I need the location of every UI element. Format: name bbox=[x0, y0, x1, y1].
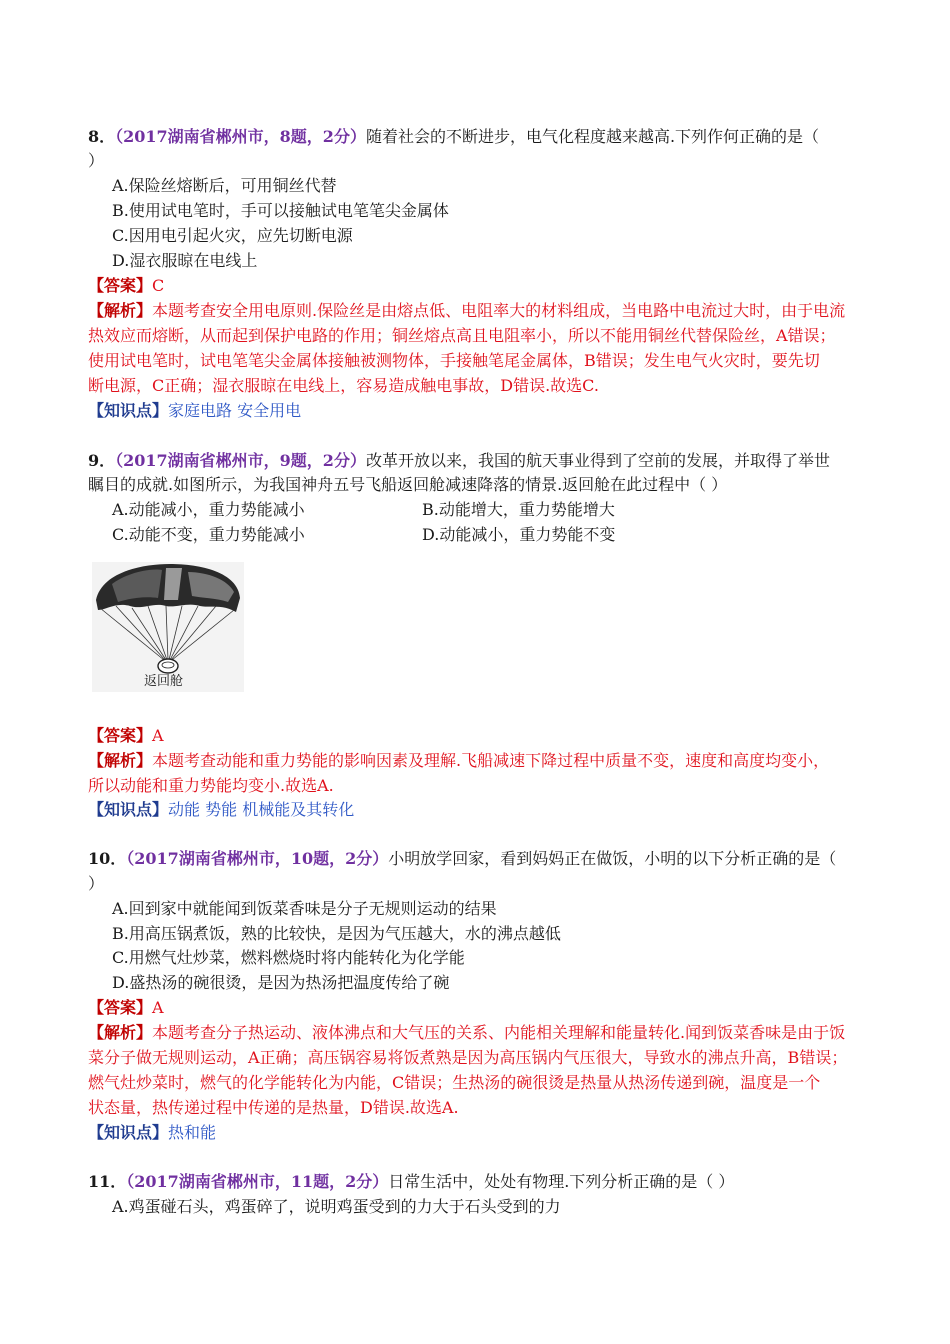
q8-analysis-line3: 使用试电笔时，试电笔笔尖金属体接触被测物体，手接触笔尾金属体，B错误；发生电气火灾时，要先切 bbox=[88, 351, 820, 370]
q10-option-c: C.用燃气灶炒菜，燃料燃烧时将内能转化为化学能 bbox=[112, 948, 465, 967]
q9-answer-value: A bbox=[152, 726, 164, 745]
parachute-capsule-figure bbox=[92, 562, 244, 692]
figure-caption: 返回舱 bbox=[144, 674, 184, 689]
q8-knowledge-text: 家庭电路 安全用电 bbox=[168, 401, 302, 420]
q9-stem-line1 bbox=[88, 451, 878, 471]
q9-option-b: B.动能增大，重力势能增大 bbox=[422, 500, 615, 519]
q10-knowledge bbox=[88, 1123, 878, 1143]
q10-analysis-text1: 本题考查分子热运动、液体沸点和大气压的关系、内能相关理解和能量转化.闻到饭菜香味是由于饭 bbox=[152, 1023, 846, 1042]
q11-stem-line1 bbox=[88, 1172, 878, 1192]
q11-stem-text: 日常生活中，处处有物理.下列分析正确的是（ ） bbox=[388, 1172, 735, 1191]
q10-analysis-line2: 菜分子做无规则运动，A正确；高压锅容易将饭煮熟是因为高压锅内气压很大，导致水的沸点升高，B错误； bbox=[88, 1048, 848, 1067]
q8-option-a: A.保险丝熔断后，可用铜丝代替 bbox=[112, 176, 337, 195]
q8-option-c: C.因用电引起火灾，应先切断电源 bbox=[112, 226, 353, 245]
q9-knowledge bbox=[88, 800, 878, 820]
q9-source: （2017湖南省郴州市，9题，2分） bbox=[115, 451, 366, 470]
q10-option-d: D.盛热汤的碗很烫，是因为热汤把温度传给了碗 bbox=[112, 973, 450, 992]
q9-stem-text: 改革开放以来，我国的航天事业得到了空前的发展，并取得了举世 bbox=[365, 451, 830, 470]
q10-knowledge-text: 热和能 bbox=[168, 1123, 217, 1142]
q9-analysis-tag: 【解析】 bbox=[88, 751, 153, 770]
q9-option-c: C.动能不变，重力势能减小 bbox=[112, 525, 305, 544]
q8-answer bbox=[88, 276, 878, 296]
q10-stem-line2: ） bbox=[88, 874, 105, 893]
q10-knowledge-tag: 【知识点】 bbox=[88, 1123, 169, 1142]
q9-answer bbox=[88, 726, 878, 746]
q8-option-d: D.湿衣服晾在电线上 bbox=[112, 251, 258, 270]
q8-analysis-tag: 【解析】 bbox=[88, 301, 153, 320]
q10-analysis-line3: 燃气灶炒菜时，燃气的化学能转化为内能，C错误；生热汤的碗很烫是热量从热汤传递到碗，温度是一个 bbox=[88, 1073, 821, 1092]
q10-source: （2017湖南省郴州市，10题，2分） bbox=[126, 849, 389, 868]
q10-analysis-line4: 状态量，热传递过程中传递的是热量，D错误.故选A. bbox=[88, 1098, 459, 1117]
q8-stem-text: 随着社会的不断进步，电气化程度越来越高.下列作何正确的是（ bbox=[365, 127, 820, 146]
q8-answer-tag: 【答案】 bbox=[88, 276, 153, 295]
q9-knowledge-text: 动能 势能 机械能及其转化 bbox=[168, 800, 355, 819]
q8-analysis-line4: 断电源，C正确；湿衣服晾在电线上，容易造成触电事故，D错误.故选C. bbox=[88, 376, 599, 395]
q10-option-a: A.回到家中就能闻到饭菜香味是分子无规则运动的结果 bbox=[112, 899, 497, 918]
q9-option-d: D.动能减小，重力势能不变 bbox=[422, 525, 616, 544]
q9-number: 9． bbox=[88, 451, 116, 470]
q9-knowledge-tag: 【知识点】 bbox=[88, 800, 169, 819]
q8-stem-line1 bbox=[88, 127, 878, 147]
q11-number: 11． bbox=[88, 1172, 127, 1191]
q10-answer-value: A bbox=[152, 998, 164, 1017]
q9-option-a: A.动能减小，重力势能减小 bbox=[112, 500, 305, 519]
q8-analysis-text1: 本题考查安全用电原则.保险丝是由熔点低、电阻率大的材料组成，当电路中电流过大时，由于电流 bbox=[152, 301, 846, 320]
q9-answer-tag: 【答案】 bbox=[88, 726, 153, 745]
q10-answer-tag: 【答案】 bbox=[88, 998, 153, 1017]
q11-source: （2017湖南省郴州市，11题，2分） bbox=[126, 1172, 389, 1191]
q10-analysis-line1 bbox=[88, 1023, 878, 1043]
q10-answer bbox=[88, 998, 878, 1018]
q9-analysis-line2: 所以动能和重力势能均变小.故选A. bbox=[88, 776, 334, 795]
q8-stem-line2: ） bbox=[88, 151, 105, 170]
q9-stem-line2: 瞩目的成就.如图所示，为我国神舟五号飞船返回舱减速降落的情景.返回舱在此过程中（ ） bbox=[88, 475, 728, 494]
q8-answer-value: C bbox=[152, 276, 165, 295]
q8-analysis-line1 bbox=[88, 301, 878, 321]
q8-option-b: B.使用试电笔时，手可以接触试电笔笔尖金属体 bbox=[112, 201, 449, 220]
q10-stem-line1 bbox=[88, 849, 878, 869]
q9-analysis-line1 bbox=[88, 751, 878, 771]
q8-analysis-line2: 热效应而熔断，从而起到保护电路的作用；铜丝熔点高且电阻率小，所以不能用铜丝代替保险丝，A错误； bbox=[88, 326, 836, 345]
q9-analysis-text1: 本题考查动能和重力势能的影响因素及理解.飞船减速下降过程中质量不变，速度和高度均变小， bbox=[152, 751, 830, 770]
q11-option-a: A.鸡蛋碰石头，鸡蛋碎了，说明鸡蛋受到的力大于石头受到的力 bbox=[112, 1197, 561, 1216]
q8-knowledge-tag: 【知识点】 bbox=[88, 401, 169, 420]
q8-source: （2017湖南省郴州市，8题，2分） bbox=[115, 127, 366, 146]
q8-number: 8． bbox=[88, 127, 116, 146]
q8-knowledge bbox=[88, 401, 878, 421]
q10-number: 10． bbox=[88, 849, 127, 868]
q10-analysis-tag: 【解析】 bbox=[88, 1023, 153, 1042]
q10-option-b: B.用高压锅煮饭，熟的比较快，是因为气压越大，水的沸点越低 bbox=[112, 924, 561, 943]
q10-stem-text: 小明放学回家，看到妈妈正在做饭，小明的以下分析正确的是（ bbox=[388, 849, 837, 868]
parachute-image bbox=[92, 562, 244, 692]
